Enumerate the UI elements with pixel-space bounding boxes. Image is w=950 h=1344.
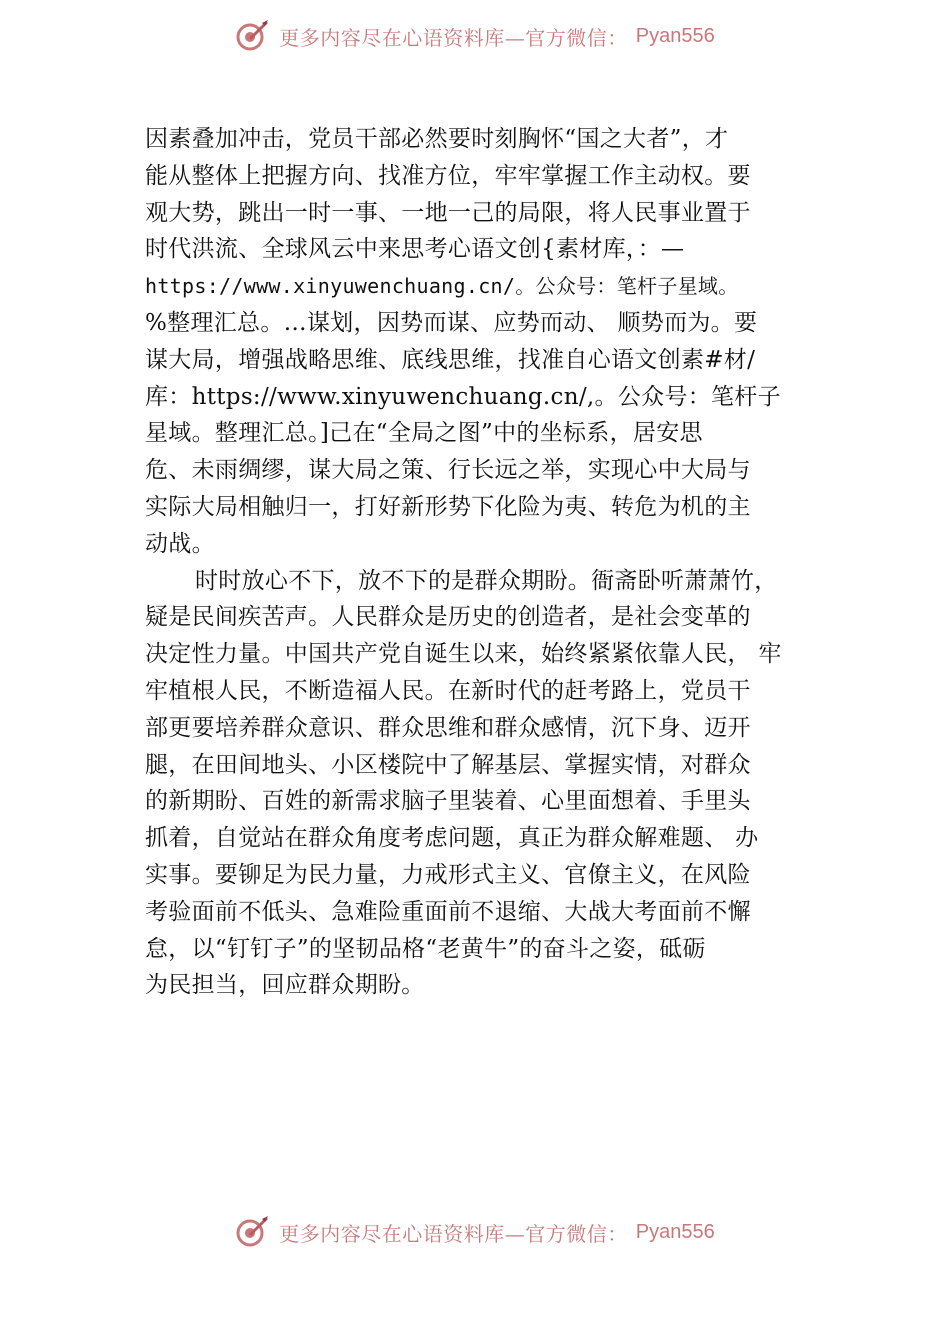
text-line: 怠，以“钉钉子”的坚韧品格“老黄牛”的奋斗之姿，砥砺 [145, 935, 706, 962]
text-line: %整理汇总。…谋划，因势而谋、应势而动、 顺势而为。要 [145, 309, 758, 336]
header-watermark [0, 14, 950, 58]
quill-pen-logo-icon [235, 18, 271, 54]
text-line-url: https://www.xinyuwenchuang.cn/。公众号：笔杆子星域。 [145, 274, 739, 299]
text-line: 库：https://www.xinyuwenchuang.cn/,。公众号：笔杆子 [145, 383, 781, 410]
text-line: 因素叠加冲击，党员干部必然要时刻胸怀“国之大者”，才 [145, 126, 729, 152]
watermark-id: Pyan556 [635, 24, 715, 47]
text-line: 部更要培养群众意识、群众思维和群众感情，沉下身、迈开 [145, 714, 751, 741]
text-line: 观大势，跳出一时一事、一地一己的局限，将人民事业置于 [145, 199, 751, 226]
text-line: 抓着，自觉站在群众角度考虑问题，真正为群众解难题、 办 [145, 825, 759, 852]
text-line: 为民担当，回应群众期盼。 [145, 972, 425, 999]
footer-watermark [0, 1210, 950, 1254]
text-line: 腿，在田间地头、小区楼院中了解基层、掌握实情，对群众 [145, 751, 751, 778]
document-body [145, 121, 815, 1004]
text-line: 时代洪流、全球风云中来思考心语文创{素材库，：— [145, 236, 685, 263]
text-line: 能从整体上把握方向、找准方位，牢牢掌握工作主动权。要 [145, 162, 751, 189]
text-line: 的新期盼、百姓的新需求脑子里装着、心里面想着、手里头 [145, 788, 751, 815]
paragraph-start-line: 时时放心不下，放不下的是群众期盼。衙斋卧听萧萧竹， [195, 567, 778, 594]
text-line: 疑是民间疾苦声。人民群众是历史的创造者，是社会变革的 [145, 604, 751, 631]
watermark-id: Pyan556 [635, 1220, 715, 1243]
quill-pen-logo-icon [235, 1214, 271, 1250]
text-line: 实际大局相触归一，打好新形势下化险为夷、转危为机的主 [145, 493, 751, 520]
watermark-text: 更多内容尽在心语资料库—官方微信： [279, 25, 628, 50]
text-line: 考验面前不低头、急难险重面前不退缩、大战大考面前不懈 [145, 898, 751, 925]
text-line: 谋大局，增强战略思维、底线思维，找准自心语文创素#材/ [145, 346, 756, 373]
text-line: 牢植根人民，不断造福人民。在新时代的赶考路上，党员干 [145, 677, 751, 704]
text-line: 动战。 [145, 530, 215, 557]
watermark-text: 更多内容尽在心语资料库—官方微信： [279, 1221, 628, 1246]
text-line: 决定性力量。中国共产党自诞生以来，始终紧紧依靠人民， 牢 [145, 641, 782, 668]
text-line: 实事。要铆足为民力量，力戒形式主义、官僚主义，在风险 [145, 861, 751, 888]
text-line: 危、未雨绸缪，谋大局之策、行长远之举，实现心中大局与 [145, 457, 751, 484]
text-line: 星域。整理汇总。]己在“全局之图”中的坐标系，居安思 [145, 420, 703, 447]
